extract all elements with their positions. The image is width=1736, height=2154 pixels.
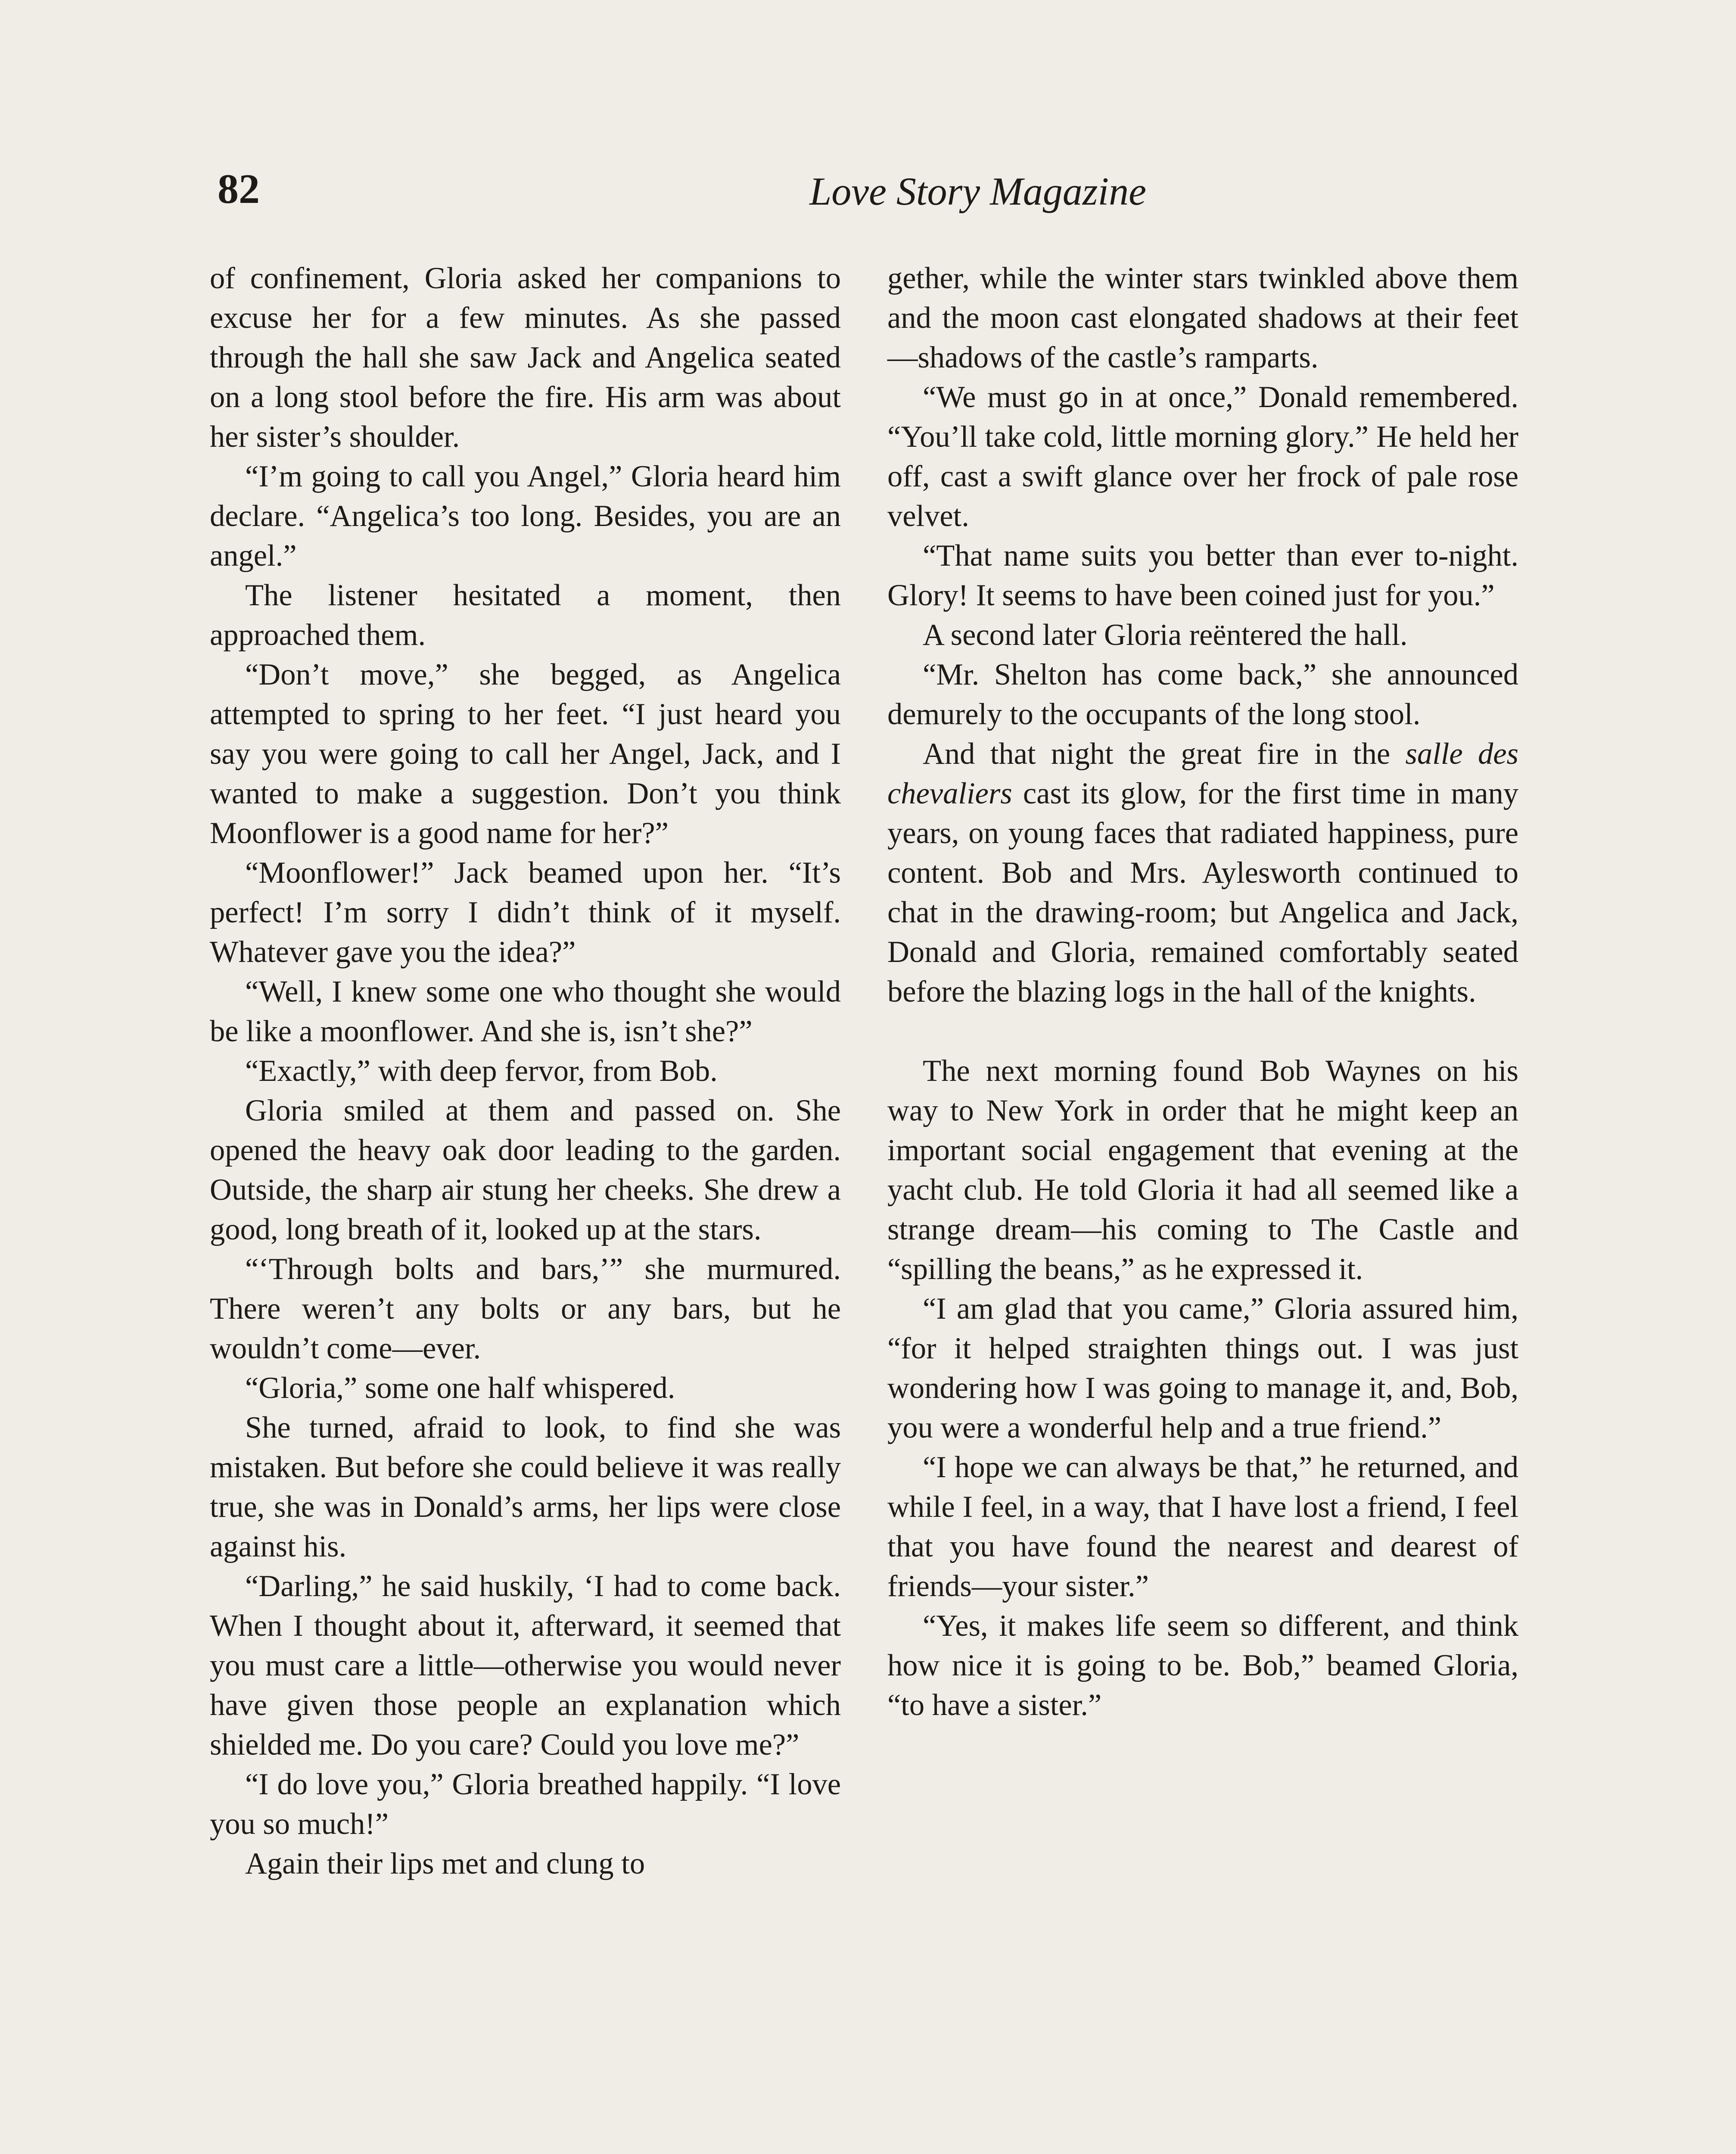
paragraph: “‘Through bolts and bars,’” she murmured. There weren’t any bolts or any bars, but he wouldn’t come—ever. xyxy=(210,1252,841,1365)
paragraph: “Don’t move,” she begged, as Angelica attempted to spring to her feet. “I just heard you say you were going to call her Angel, Jack, and I wanted to make a suggestion. Don’t you think Moonflower is a good name for her?” xyxy=(210,658,841,850)
paragraph: “We must go in at once,” Donald remembered. “You’ll take cold, little morning glory.” He held her off, cast a swift glance over her frock of pale rose velvet. xyxy=(887,380,1518,533)
paragraph: “I do love you,” Gloria breathed happily. “I love you so much!” xyxy=(210,1768,841,1841)
paragraph: “I am glad that you came,” Gloria assured him, “for it helped straighten things out. I was just wondering how I was going to manage it, and, Bob, you were a wonderful help and a true friend.” xyxy=(887,1292,1518,1444)
right-column xyxy=(887,258,1518,1725)
paragraph-text: And that night the great fire in the xyxy=(923,737,1406,771)
paragraph: Again their lips met and clung to xyxy=(245,1847,645,1880)
paragraph: gether, while the winter stars twinkled above them and the moon cast elongated shadows at their feet—shadows of the castle’s ramparts. xyxy=(887,261,1518,374)
paragraph: The listener hesitated a moment, then approached them. xyxy=(210,579,841,652)
french-phrase: salle des chevaliers xyxy=(887,737,1518,810)
paragraph: A second later Gloria reëntered the hall. xyxy=(923,618,1408,652)
paragraph-text: cast its glow, for the first time in many years, on young faces that radiated happiness, pure content. Bob and Mrs. Aylesworth continued to chat in the drawing-room; but Angelica and Jack, Donald and Gloria, remained comfortably seated before the blazing logs in the hall of the knights. xyxy=(887,777,1518,1009)
paragraph: “Darling,” he said huskily, ‘I had to come back. When I thought about it, afterward, it seemed that you must care a little—otherwise you would never have given those people an explanation which shielded me. Do you care? Could you love me?” xyxy=(210,1569,841,1762)
paragraph: of confinement, Gloria asked her companions to excuse her for a few minutes. As she passed through the hall she saw Jack and Angelica seated on a long stool before the fire. His arm was about her sister’s shoulder. xyxy=(210,261,841,454)
running-head: Love Story Magazine xyxy=(809,169,1146,213)
page-number: 82 xyxy=(218,166,260,212)
paragraph: “Exactly,” with deep fervor, from Bob. xyxy=(245,1054,718,1088)
paragraph: “Gloria,” some one half whispered. xyxy=(245,1371,675,1405)
paragraph: The next morning found Bob Waynes on his way to New York in order that he might keep an important social engagement that evening at the yacht club. He told Gloria it had all seemed like a strange dream—his coming to The Castle and “spilling the beans,” as he expressed it. xyxy=(887,1054,1518,1286)
paragraph: “That name suits you better than ever to-night. Glory! It seems to have been coined just for you.” xyxy=(887,539,1518,612)
paragraph: “Moonflower!” Jack beamed upon her. “It’s perfect! I’m sorry I didn’t think of it myself. Whatever gave you the idea?” xyxy=(210,856,841,969)
paragraph: She turned, afraid to look, to find she was mistaken. But before she could believe it was really true, she was in Donald’s arms, her lips were close against his. xyxy=(210,1411,841,1563)
left-column xyxy=(210,258,841,1883)
paragraph: “Yes, it makes life seem so different, and think how nice it is going to be. Bob,” beamed Gloria, “to have a sister.” xyxy=(887,1609,1518,1722)
paragraph: “Mr. Shelton has come back,” she announced demurely to the occupants of the long stool. xyxy=(887,658,1518,731)
paragraph xyxy=(887,734,1518,1012)
paragraph: “Well, I knew some one who thought she would be like a moonflower. And she is, isn’t she?” xyxy=(210,975,841,1048)
paragraph: Gloria smiled at them and passed on. She opened the heavy oak door leading to the garden. Outside, the sharp air stung her cheeks. She drew a good, long breath of it, looked up at the stars. xyxy=(210,1094,841,1246)
paragraph: “I hope we can always be that,” he returned, and while I feel, in a way, that I have lost a friend, I feel that you have found the nearest and dearest of friends—your sister.” xyxy=(887,1451,1518,1603)
paragraph: “I’m going to call you Angel,” Gloria heard him declare. “Angelica’s too long. Besides, you are an angel.” xyxy=(210,460,841,573)
